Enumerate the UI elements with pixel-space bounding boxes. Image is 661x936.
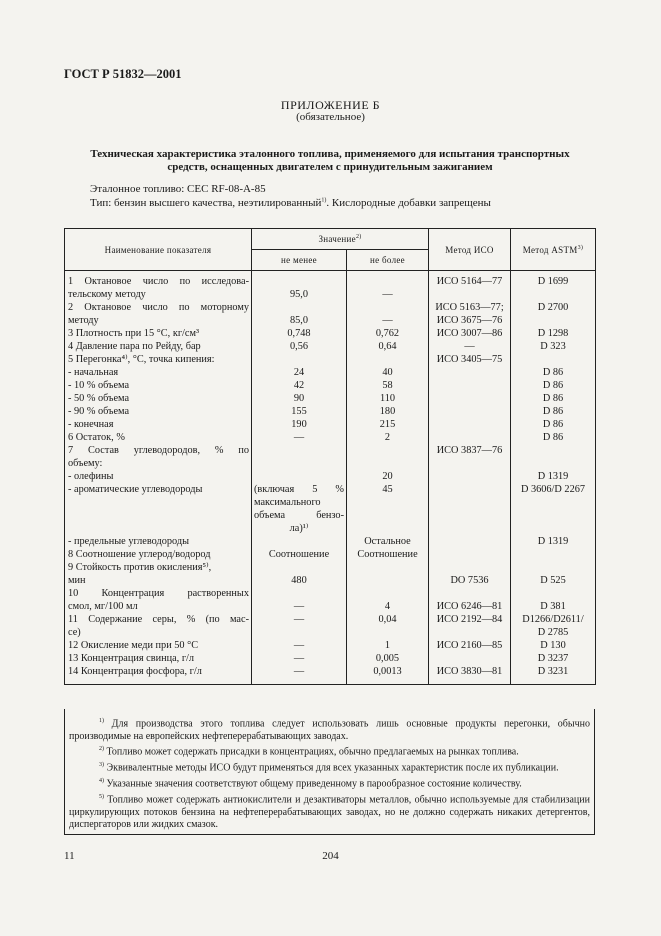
cell-name: методу bbox=[65, 314, 252, 327]
cell-iso: ИСО 3830—81 bbox=[429, 665, 511, 685]
cell-max: 0,0013 bbox=[347, 665, 429, 685]
spec-table-body bbox=[65, 271, 596, 685]
cell-max bbox=[347, 509, 429, 522]
cell-astm: D 1319 bbox=[511, 535, 596, 548]
cell-min bbox=[252, 470, 347, 483]
cell-name: 2 Октановое число по моторному bbox=[65, 301, 252, 314]
cell-min: (включая 5 % bbox=[252, 483, 347, 496]
page-number-left: 11 bbox=[64, 850, 75, 862]
table-row bbox=[65, 574, 596, 587]
cell-iso bbox=[429, 418, 511, 431]
cell-iso: ИСО 3675—76 bbox=[429, 314, 511, 327]
cell-name: смол, мг/100 мл bbox=[65, 600, 252, 613]
cell-iso: ИСО 2192—84 bbox=[429, 613, 511, 626]
cell-max: 2 bbox=[347, 431, 429, 444]
table-row bbox=[65, 626, 596, 639]
table-row bbox=[65, 652, 596, 665]
cell-astm bbox=[511, 353, 596, 366]
cell-min bbox=[252, 587, 347, 600]
cell-min: 480 bbox=[252, 574, 347, 587]
footnote-text: Для производства этого топлива следует использовать лишь основные продукты перегонки, обычно производимые на европейских нефтеперерабатывающих заводах. bbox=[69, 718, 590, 742]
cell-astm: D 3606/D 2267 bbox=[511, 483, 596, 496]
cell-iso: — bbox=[429, 340, 511, 353]
cell-max bbox=[347, 626, 429, 639]
cell-min bbox=[252, 561, 347, 574]
cell-max bbox=[347, 496, 429, 509]
cell-max: 1 bbox=[347, 639, 429, 652]
cell-min: 85,0 bbox=[252, 314, 347, 327]
cell-min: объема бензо- bbox=[252, 509, 347, 522]
cell-name: 13 Концентрация свинца, г/л bbox=[65, 652, 252, 665]
table-row bbox=[65, 522, 596, 535]
fuel-type-sup: 1) bbox=[321, 197, 327, 204]
cell-min: — bbox=[252, 600, 347, 613]
table-row bbox=[65, 301, 596, 314]
section-heading: Техническая характеристика эталонного топлива, применяемого для испытания транспортных средств, оснащенных двигателем с принудительным зажиганием bbox=[90, 148, 570, 173]
cell-name: - олефины bbox=[65, 470, 252, 483]
cell-iso: ИСО 3837—76 bbox=[429, 444, 511, 457]
table-row bbox=[65, 587, 596, 600]
cell-name: - 10 % объема bbox=[65, 379, 252, 392]
cell-iso: ИСО 5164—77 bbox=[429, 271, 511, 289]
cell-iso bbox=[429, 392, 511, 405]
footnote-mark: 5) bbox=[99, 793, 104, 800]
cell-astm: D1266/D2611/ bbox=[511, 613, 596, 626]
table-row bbox=[65, 457, 596, 470]
cell-iso: ИСО 3405—75 bbox=[429, 353, 511, 366]
cell-astm: D 525 bbox=[511, 574, 596, 587]
footnotes bbox=[64, 709, 595, 835]
header-name: Наименование показателя bbox=[65, 229, 252, 271]
cell-iso bbox=[429, 587, 511, 600]
cell-min bbox=[252, 626, 347, 639]
document-code: ГОСТ Р 51832—2001 bbox=[64, 67, 182, 81]
cell-astm: D 86 bbox=[511, 405, 596, 418]
footnote bbox=[69, 775, 590, 791]
spec-table bbox=[64, 228, 596, 685]
cell-astm: D 381 bbox=[511, 600, 596, 613]
cell-min: 0,748 bbox=[252, 327, 347, 340]
cell-iso bbox=[429, 535, 511, 548]
cell-astm: D 86 bbox=[511, 379, 596, 392]
table-row bbox=[65, 613, 596, 626]
cell-astm bbox=[511, 444, 596, 457]
cell-name: тельскому методу bbox=[65, 288, 252, 301]
cell-iso bbox=[429, 483, 511, 496]
cell-max: Соотношение bbox=[347, 548, 429, 561]
cell-iso bbox=[429, 288, 511, 301]
cell-iso bbox=[429, 522, 511, 535]
cell-name: 1 Октановое число по исследова- bbox=[65, 271, 252, 289]
cell-iso bbox=[429, 405, 511, 418]
cell-iso bbox=[429, 457, 511, 470]
cell-max: 40 bbox=[347, 366, 429, 379]
cell-max: 0,005 bbox=[347, 652, 429, 665]
cell-name: - 50 % объема bbox=[65, 392, 252, 405]
cell-iso: ИСО 2160—85 bbox=[429, 639, 511, 652]
cell-astm bbox=[511, 314, 596, 327]
cell-name: - конечная bbox=[65, 418, 252, 431]
footnote-mark: 3) bbox=[99, 762, 104, 769]
footnote bbox=[69, 743, 590, 759]
cell-iso bbox=[429, 496, 511, 509]
reference-fuel: Эталонное топливо: CEC RF-08-A-85 bbox=[90, 183, 266, 195]
cell-astm: D 1298 bbox=[511, 327, 596, 340]
footnote bbox=[69, 715, 590, 743]
cell-min: 95,0 bbox=[252, 288, 347, 301]
cell-astm bbox=[511, 509, 596, 522]
table-row bbox=[65, 561, 596, 574]
cell-min: максимального bbox=[252, 496, 347, 509]
header-max: не более bbox=[347, 250, 429, 271]
footnote-text: Топливо может содержать присадки в концентрациях, обычно предлагаемых на рынках топлива. bbox=[104, 746, 519, 758]
cell-min bbox=[252, 271, 347, 289]
cell-astm: D 3231 bbox=[511, 665, 596, 685]
cell-max: — bbox=[347, 314, 429, 327]
cell-name bbox=[65, 496, 252, 509]
cell-max bbox=[347, 457, 429, 470]
table-row bbox=[65, 548, 596, 561]
cell-name: 11 Содержание серы, % (по мас- bbox=[65, 613, 252, 626]
cell-min: Соотношение bbox=[252, 548, 347, 561]
cell-max bbox=[347, 522, 429, 535]
cell-min: ла)¹⁾ bbox=[252, 522, 347, 535]
cell-name: 12 Окисление меди при 50 °С bbox=[65, 639, 252, 652]
cell-max bbox=[347, 271, 429, 289]
fuel-type-text2: . Кислородные добавки запрещены bbox=[326, 197, 491, 209]
cell-max bbox=[347, 574, 429, 587]
cell-max: 4 bbox=[347, 600, 429, 613]
cell-max bbox=[347, 301, 429, 314]
cell-name: 3 Плотность при 15 °С, кг/см³ bbox=[65, 327, 252, 340]
header-iso: Метод ИСО bbox=[429, 229, 511, 271]
table-row bbox=[65, 483, 596, 496]
cell-min: 155 bbox=[252, 405, 347, 418]
cell-iso bbox=[429, 626, 511, 639]
cell-iso bbox=[429, 470, 511, 483]
cell-iso bbox=[429, 548, 511, 561]
table-row bbox=[65, 444, 596, 457]
table-row bbox=[65, 379, 596, 392]
cell-iso: ИСО 6246—81 bbox=[429, 600, 511, 613]
footnote-text: Указанные значения соответствуют общему приведенному в парообразное состояние количеству. bbox=[104, 778, 522, 790]
cell-iso bbox=[429, 652, 511, 665]
cell-name: - начальная bbox=[65, 366, 252, 379]
cell-min: — bbox=[252, 639, 347, 652]
cell-name: 14 Концентрация фосфора, г/л bbox=[65, 665, 252, 685]
cell-name: 7 Состав углеводородов, % по bbox=[65, 444, 252, 457]
cell-min bbox=[252, 535, 347, 548]
appendix-subtitle: (обязательное) bbox=[296, 111, 365, 123]
cell-name: 9 Стойкость против окисления⁵⁾, bbox=[65, 561, 252, 574]
cell-max: 58 bbox=[347, 379, 429, 392]
cell-max: 180 bbox=[347, 405, 429, 418]
fuel-type bbox=[90, 197, 491, 209]
cell-iso bbox=[429, 561, 511, 574]
header-astm: Метод ASTM$^{3)}$ bbox=[511, 229, 596, 271]
table-row bbox=[65, 340, 596, 353]
cell-astm: D 1319 bbox=[511, 470, 596, 483]
cell-name: 4 Давление пара по Рейду, бар bbox=[65, 340, 252, 353]
cell-min bbox=[252, 444, 347, 457]
cell-astm: D 2785 bbox=[511, 626, 596, 639]
cell-max: 0,64 bbox=[347, 340, 429, 353]
table-row bbox=[65, 392, 596, 405]
table-row bbox=[65, 496, 596, 509]
cell-min: 190 bbox=[252, 418, 347, 431]
cell-max bbox=[347, 587, 429, 600]
cell-name: 10 Концентрация растворенных bbox=[65, 587, 252, 600]
cell-astm: D 1699 bbox=[511, 271, 596, 289]
cell-astm bbox=[511, 548, 596, 561]
header-min: не менее bbox=[252, 250, 347, 271]
cell-min bbox=[252, 301, 347, 314]
cell-max: — bbox=[347, 288, 429, 301]
appendix-title: ПРИЛОЖЕНИЕ Б bbox=[280, 98, 381, 112]
cell-astm bbox=[511, 288, 596, 301]
cell-astm bbox=[511, 522, 596, 535]
table-row bbox=[65, 509, 596, 522]
cell-name: 5 Перегонка⁴⁾, °С, точка кипения: bbox=[65, 353, 252, 366]
table-row bbox=[65, 271, 596, 289]
cell-astm bbox=[511, 457, 596, 470]
table-row bbox=[65, 353, 596, 366]
cell-max: Остальное bbox=[347, 535, 429, 548]
cell-max: 110 bbox=[347, 392, 429, 405]
cell-astm: D 86 bbox=[511, 392, 596, 405]
cell-iso: ИСО 3007—86 bbox=[429, 327, 511, 340]
table-row bbox=[65, 405, 596, 418]
cell-name: - ароматические углеводороды bbox=[65, 483, 252, 496]
cell-astm: D 86 bbox=[511, 366, 596, 379]
cell-min: — bbox=[252, 431, 347, 444]
footnote-mark: 2) bbox=[99, 746, 104, 753]
cell-max: 215 bbox=[347, 418, 429, 431]
cell-iso: DO 7536 bbox=[429, 574, 511, 587]
cell-name: се) bbox=[65, 626, 252, 639]
cell-iso bbox=[429, 366, 511, 379]
footnote-mark: 1) bbox=[99, 718, 104, 724]
cell-name: - 90 % объема bbox=[65, 405, 252, 418]
cell-name bbox=[65, 509, 252, 522]
table-row bbox=[65, 470, 596, 483]
fuel-type-text: Тип: бензин высшего качества, неэтилированный bbox=[90, 197, 322, 209]
cell-max: 20 bbox=[347, 470, 429, 483]
table-row bbox=[65, 327, 596, 340]
cell-astm: D 323 bbox=[511, 340, 596, 353]
cell-astm bbox=[511, 587, 596, 600]
footnote-text: Топливо может содержать антиокислители и дезактиваторы металлов, обычно используемые для стабилизации циркулирующих потоков бензина на нефтеперерабатывающих заводах, но не должно содержать никаких детергентов, диспергаторов или жидких смазок. bbox=[69, 794, 590, 831]
cell-max bbox=[347, 561, 429, 574]
footnote bbox=[69, 791, 590, 832]
cell-iso: ИСО 5163—77; bbox=[429, 301, 511, 314]
cell-iso bbox=[429, 509, 511, 522]
table-row bbox=[65, 431, 596, 444]
cell-name bbox=[65, 522, 252, 535]
cell-min bbox=[252, 353, 347, 366]
cell-min bbox=[252, 457, 347, 470]
cell-min: 0,56 bbox=[252, 340, 347, 353]
cell-name: мин bbox=[65, 574, 252, 587]
cell-max bbox=[347, 444, 429, 457]
table-row bbox=[65, 314, 596, 327]
cell-iso bbox=[429, 431, 511, 444]
cell-astm: D 2700 bbox=[511, 301, 596, 314]
table-row bbox=[65, 600, 596, 613]
cell-name: - предельные углеводороды bbox=[65, 535, 252, 548]
cell-max: 45 bbox=[347, 483, 429, 496]
cell-name: 8 Соотношение углерод/водород bbox=[65, 548, 252, 561]
cell-astm: D 130 bbox=[511, 639, 596, 652]
cell-name: объему: bbox=[65, 457, 252, 470]
cell-astm bbox=[511, 496, 596, 509]
cell-min: 90 bbox=[252, 392, 347, 405]
table-row bbox=[65, 639, 596, 652]
cell-astm: D 86 bbox=[511, 431, 596, 444]
header-value: Значение$^{2)}$ bbox=[252, 229, 429, 250]
cell-min: 24 bbox=[252, 366, 347, 379]
table-row bbox=[65, 418, 596, 431]
cell-name: 6 Остаток, % bbox=[65, 431, 252, 444]
cell-max bbox=[347, 353, 429, 366]
table-row bbox=[65, 288, 596, 301]
footnote-mark: 4) bbox=[99, 777, 104, 784]
page-number-center: 204 bbox=[322, 850, 339, 862]
table-row bbox=[65, 665, 596, 685]
cell-astm: D 3237 bbox=[511, 652, 596, 665]
cell-max: 0,762 bbox=[347, 327, 429, 340]
table-row bbox=[65, 366, 596, 379]
cell-max: 0,04 bbox=[347, 613, 429, 626]
cell-min: — bbox=[252, 613, 347, 626]
cell-astm: D 86 bbox=[511, 418, 596, 431]
cell-min: — bbox=[252, 665, 347, 685]
cell-min: 42 bbox=[252, 379, 347, 392]
cell-astm bbox=[511, 561, 596, 574]
footnote bbox=[69, 759, 590, 775]
cell-iso bbox=[429, 379, 511, 392]
table-row bbox=[65, 535, 596, 548]
cell-min: — bbox=[252, 652, 347, 665]
footnote-text: Эквивалентные методы ИСО будут применяться для всех указанных характеристик после их публикации. bbox=[104, 762, 559, 774]
